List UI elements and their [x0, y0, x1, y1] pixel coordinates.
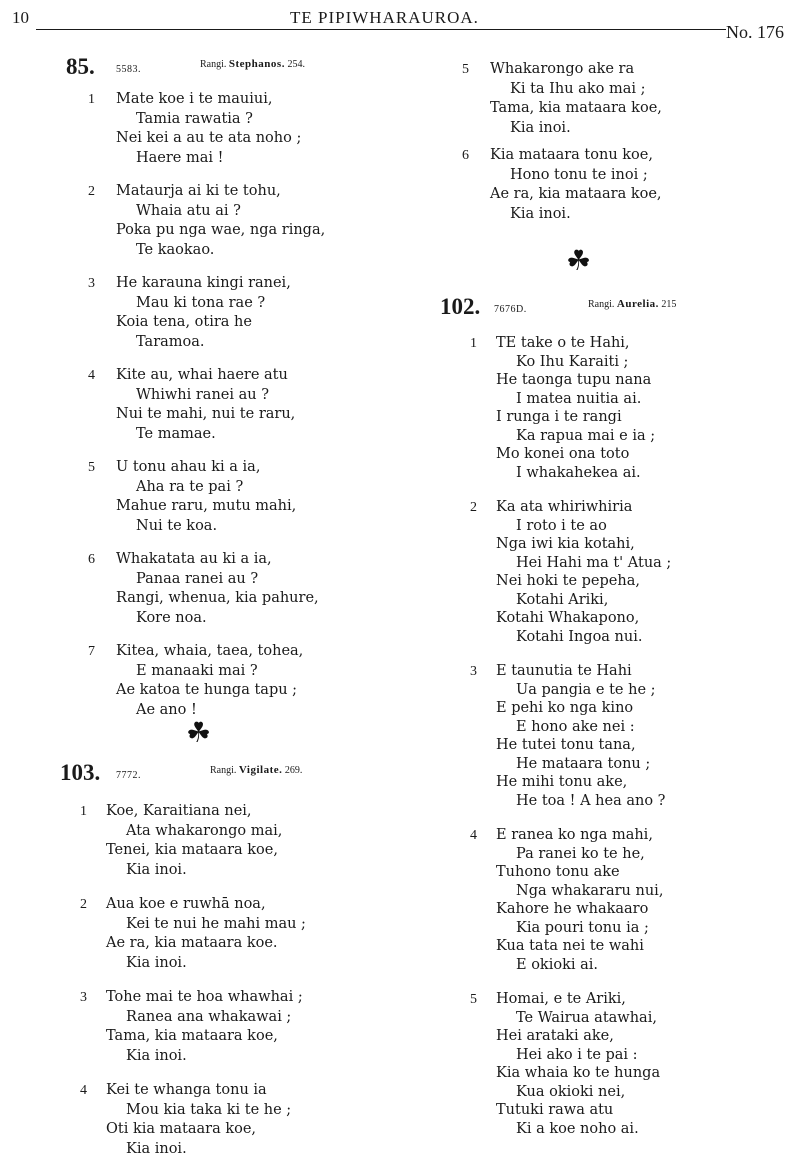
tune-name: Stephanos.	[228, 58, 285, 70]
verse-line: Tama, kia mataara koe,	[106, 1028, 278, 1044]
tune-number: 215	[661, 299, 677, 310]
verse-line: Haere mai !	[136, 149, 224, 166]
hymn-meter-code: 7772.	[116, 770, 141, 781]
hymn-102	[440, 294, 770, 1144]
hymn-number: 102.	[440, 294, 481, 319]
verse-line: Mou kia taka ki te he ;	[126, 1101, 292, 1118]
verse-line: Mataurja ai ki te tohu,	[116, 183, 281, 199]
verse-line: Kore noa.	[136, 609, 207, 626]
stanza-number: 5	[88, 460, 95, 475]
stanza-number: 4	[80, 1083, 87, 1098]
stanza-number: 2	[470, 500, 477, 515]
header-rule	[36, 29, 726, 30]
verse-line: Whaia atu ai ?	[136, 202, 241, 219]
hymn-102-body	[440, 294, 770, 1144]
tune-number: 254.	[287, 59, 305, 70]
tune-name: Vigilate.	[238, 764, 283, 776]
stanza-number: 2	[80, 897, 87, 912]
verse-line: Ae katoa te hunga tapu ;	[116, 682, 298, 698]
verse-line: Hei arataki ake,	[496, 1028, 614, 1044]
stanza-number: 5	[470, 992, 477, 1007]
verse-line: Nei kei a au te ata noho ;	[116, 130, 302, 146]
verse-line: U tonu ahau ki a ia,	[116, 459, 261, 475]
verse-line: Kotahi Whakapono,	[496, 610, 640, 626]
verse-line: Mau ki tona rae ?	[136, 294, 266, 311]
stanza-number: 3	[80, 990, 87, 1005]
verse-line: Kia mataara tonu koe,	[490, 147, 653, 163]
verse-line: Ua pangia e te he ;	[516, 681, 656, 698]
verse-line: Panaa ranei au ?	[136, 570, 259, 587]
verse-line: Te kaokao.	[136, 241, 215, 258]
stanza-number: 3	[88, 276, 95, 291]
verse-line: Kia inoi.	[126, 861, 187, 878]
verse-line: I runga i te rangi	[496, 409, 622, 425]
verse-line: Taramoa.	[136, 333, 205, 350]
verse-line: Kitea, whaia, taea, tohea,	[116, 643, 304, 659]
verse-line: Nui te mahi, nui te raru,	[116, 406, 296, 422]
tune-number: 269.	[284, 765, 303, 776]
verse-line: Kia inoi.	[510, 119, 571, 136]
hymn-103	[60, 760, 380, 1157]
stanza-number: 5	[462, 62, 469, 77]
verse-line: He mataara tonu ;	[516, 755, 651, 772]
verse-line: Koia tena, otira he	[116, 314, 252, 330]
verse-line: I roto i te ao	[516, 517, 607, 534]
stanza-number: 4	[470, 828, 477, 843]
verse-line: Kia inoi.	[126, 954, 187, 971]
verse-line: Ka ata whiriwhiria	[496, 499, 633, 515]
stanza-number: 3	[470, 664, 477, 679]
stanza-number: 4	[88, 368, 95, 383]
verse-line: Whakatata au ki a ia,	[116, 551, 272, 567]
verse-line: Ko Ihu Karaiti ;	[516, 353, 629, 370]
verse-line: Hei ako i te pai :	[516, 1046, 638, 1063]
verse-line: He toa ! A hea ano ?	[516, 792, 666, 809]
verse-line: Kia inoi.	[510, 205, 571, 222]
shamrock-ornament-icon: ☘	[186, 716, 212, 749]
verse-line: Ae ra, kia mataara koe,	[490, 186, 662, 202]
shamrock-ornament-icon: ☘	[566, 244, 592, 277]
verse-line: He karauna kingi ranei,	[116, 275, 291, 291]
verse-line: Mate koe i te mauiui,	[116, 91, 273, 107]
verse-line: Hono tonu te inoi ;	[510, 166, 648, 183]
verse-line: Whiwhi ranei au ?	[136, 386, 269, 403]
verse-line: Mahue raru, mutu mahi,	[116, 498, 297, 514]
verse-line: Hei Hahi ma t' Atua ;	[516, 554, 672, 571]
verse-line: He mihi tonu ake,	[496, 774, 628, 790]
stanza-number: 7	[88, 644, 95, 659]
verse-line: Pa ranei ko te he,	[516, 845, 645, 862]
verse-line: E okioki ai.	[516, 956, 599, 973]
verse-line: I whakahekea ai.	[516, 464, 641, 481]
stanza-number: 1	[470, 336, 477, 351]
verse-line: E taunutia te Hahi	[496, 663, 632, 679]
verse-line: Nei hoki te pepeha,	[496, 573, 640, 589]
verse-line: E pehi ko nga kino	[496, 700, 634, 716]
hymn-103-body	[60, 760, 380, 1157]
verse-line: Kia inoi.	[126, 1140, 187, 1157]
verse-line: Mo konei ona toto	[496, 446, 630, 462]
verse-line: Ki a koe noho ai.	[516, 1120, 639, 1137]
verse-line: Ae ano !	[136, 701, 197, 718]
hymn-103-continued	[462, 62, 762, 232]
stanza-number: 1	[80, 804, 87, 819]
verse-line: Rangi, whenua, kia pahure,	[116, 590, 319, 606]
stanza-number: 6	[88, 552, 95, 567]
verse-line: Tutuki rawa atu	[496, 1102, 614, 1118]
hymn-85	[66, 54, 366, 718]
verse-line: Whakarongo ake ra	[490, 61, 635, 77]
verse-line: Kotahi Ariki,	[516, 591, 609, 608]
verse-line: Te Wairua atawhai,	[516, 1009, 657, 1026]
hymn-103-continued-body	[462, 62, 762, 232]
verse-line: Te mamae.	[136, 425, 216, 442]
verse-line: Kei te nui he mahi mau ;	[126, 915, 306, 932]
verse-line: E manaaki mai ?	[136, 662, 258, 679]
verse-line: Kua okioki nei,	[516, 1083, 626, 1100]
verse-line: Nga whakararu nui,	[516, 882, 664, 899]
hymn-85-body	[66, 54, 366, 718]
verse-line: Poka pu nga wae, nga ringa,	[116, 222, 326, 238]
page-title: TE PIPIWHARAUROA.	[290, 8, 479, 27]
verse-line: Koe, Karaitiana nei,	[106, 803, 252, 819]
tune-name: Aurelia.	[616, 298, 659, 310]
verse-line: Kei te whanga tonu ia	[106, 1082, 267, 1098]
verse-line: I matea nuitia ai.	[516, 390, 642, 407]
verse-line: Tamia rawatia ?	[136, 110, 253, 127]
tune-prefix: Rangi.	[588, 299, 615, 310]
verse-line: Kia pouri tonu ia ;	[516, 919, 649, 936]
verse-line: Aha ra te pai ?	[136, 478, 244, 495]
tune-prefix: Rangi.	[210, 765, 237, 776]
verse-line: Kite au, whai haere atu	[116, 367, 288, 383]
hymn-meter-code: 5583.	[116, 64, 141, 75]
verse-line: Oti kia mataara koe,	[106, 1121, 257, 1137]
stanza-number: 6	[462, 148, 469, 163]
verse-line: Tenei, kia mataara koe,	[106, 842, 278, 858]
issue-number: No. 176	[726, 22, 784, 42]
hymn-number: 85.	[66, 54, 95, 79]
verse-line: Kia whaia ko te hunga	[496, 1065, 661, 1081]
stanza-number: 2	[88, 184, 95, 199]
verse-line: Tuhono tonu ake	[496, 864, 620, 880]
hymn-meter-code: 7676D.	[494, 304, 527, 315]
verse-line: He tutei tonu tana,	[496, 737, 636, 753]
verse-line: Homai, e te Ariki,	[496, 991, 626, 1007]
verse-line: Nui te koa.	[136, 517, 218, 534]
stanza-number: 1	[88, 92, 95, 107]
verse-line: Kotahi Ingoa nui.	[516, 628, 643, 645]
verse-line: Ranea ana whakawai ;	[126, 1008, 292, 1025]
verse-line: Tama, kia mataara koe,	[490, 100, 662, 116]
verse-line: Ata whakarongo mai,	[126, 822, 283, 839]
verse-line: He taonga tupu nana	[496, 372, 652, 388]
tune-prefix: Rangi.	[200, 59, 227, 70]
verse-line: Kia inoi.	[126, 1047, 187, 1064]
verse-line: Tohe mai te hoa whawhai ;	[106, 989, 303, 1005]
verse-line: TE take o te Hahi,	[496, 335, 630, 351]
verse-line: Ka rapua mai e ia ;	[516, 427, 656, 444]
verse-line: Ae ra, kia mataara koe.	[106, 935, 278, 951]
verse-line: Kahore he whakaaro	[496, 901, 649, 917]
hymn-number: 103.	[60, 760, 101, 785]
verse-line: Kua tata nei te wahi	[496, 938, 644, 954]
verse-line: Ki ta Ihu ako mai ;	[510, 80, 646, 97]
verse-line: E ranea ko nga mahi,	[496, 827, 653, 843]
verse-line: Nga iwi kia kotahi,	[496, 536, 635, 552]
page-number: 10	[12, 8, 29, 27]
verse-line: Aua koe e ruwhā noa,	[106, 896, 266, 912]
verse-line: E hono ake nei :	[516, 718, 635, 735]
